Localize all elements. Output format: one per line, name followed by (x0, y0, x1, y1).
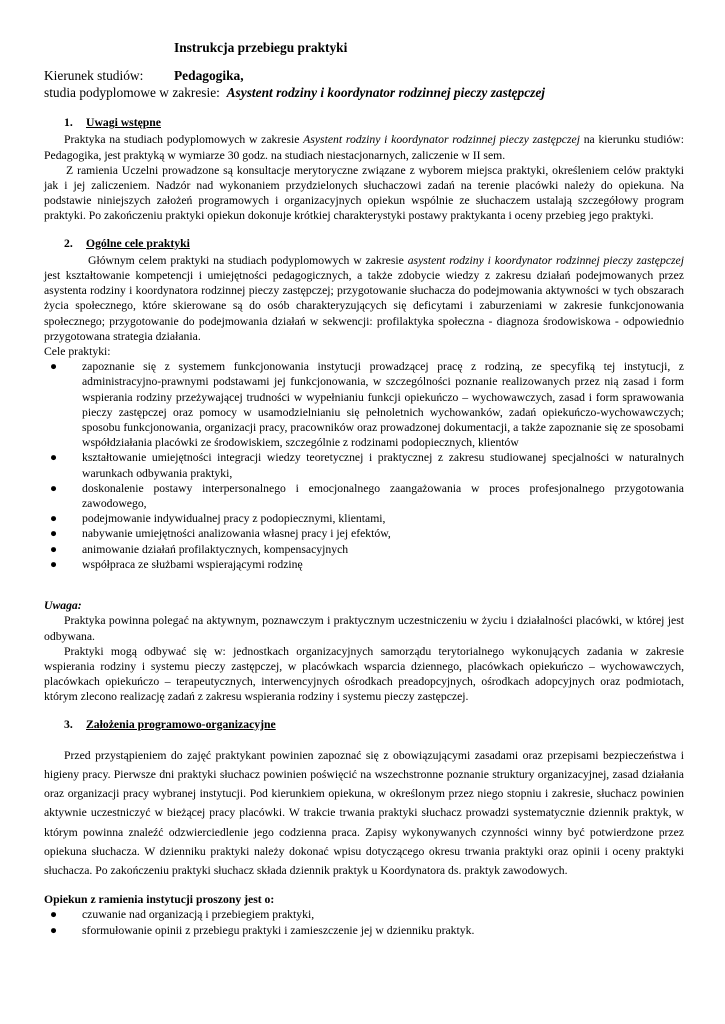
spacer (44, 572, 684, 598)
studia-line (44, 84, 684, 101)
uwaga-paragraph-2: Praktyki mogą odbywać się w: jednostkach organizacyjnych samorządu terytorialnego wykonujących zadania w zakresie wspierania rodziny i systemu pieczy zastępczej, w placówkach wsparcia dziennego, placówkach opiekuńczo – wychowawczych, placówkach opiekuńczo – terapeutycznych, interwencyjnych ośrodkach preadopcyjnych, ośrodkach adopcyjnych oraz podmiotach, którym zlecono realizację zadań z zakresu wspierania rodziny i systemu pieczy zastępczej. (44, 644, 684, 704)
italic-run: Asystent rodziny i koordynator rodzinnej pieczy zastępczej (303, 133, 580, 147)
section1-paragraph-2: Z ramienia Uczelni prowadzone są konsultacje merytoryczne związane z wyborem miejsca praktyki, określeniem celów praktyki jak i jej zaliczeniem. Nadzór nad wykonaniem przydzielonych słuchaczowi zadań na terenie placówki należy do opiekuna. Na podstawie niniejszych założeń programowych i organizacyjnych opiekun wspólnie ze słuchaczem ustalają szczegółowy program praktyki. Po zakończeniu praktyki opiekun dokonuje krótkiej charakterystyki postawy praktykanta i oceny przebieg jego praktyki. (44, 163, 684, 223)
text-run: Głównym celem praktyki na studiach podyplomowych w zakresie (88, 253, 408, 267)
spacer (44, 734, 684, 746)
bullet-icon: ● (50, 451, 58, 465)
list-item (44, 511, 684, 526)
list-item-text: czuwanie nad organizacją i przebiegiem praktyki, (82, 908, 315, 922)
list-item (44, 557, 684, 572)
list-item-text: doskonalenie postawy interpersonalnego i emocjonalnego zaangażowania w proces profesjonalnego przygotowania zawodowego, (82, 481, 684, 511)
section2-heading (64, 236, 684, 251)
bullet-icon: ● (50, 557, 58, 571)
list-item (44, 481, 684, 511)
list-item-text: animowanie działań profilaktycznych, kompensacyjnych (82, 542, 349, 556)
bullet-icon: ● (50, 923, 58, 937)
list-item-text: sformułowanie opinii z przebiegu praktyki i zamieszczenie jej w dzienniku praktyk. (82, 923, 475, 937)
uwaga-paragraph-1: Praktyka powinna polegać na aktywnym, poznawczym i praktycznym uczestniczeniu w życiu i działalności placówki, w której jest odbywana. (44, 614, 684, 643)
studia-value: Asystent rodziny i koordynator rodzinnej pieczy zastępczej (226, 85, 546, 101)
kierunek-line (44, 67, 684, 84)
document-title: Instrukcja przebiegu praktyki (174, 40, 348, 55)
bullet-icon: ● (50, 512, 58, 526)
section3-paragraph-1: Przed przystąpieniem do zajęć praktykant powinien zapoznać się z obowiązującymi zasadami oraz przepisami bezpieczeństwa i higieny pracy. Pierwsze dni praktyki słuchacz powinien poświęcić na wszechstronne poznanie struktury organizacyjnej, zasad działania oraz organizacji pracy wybranej instytucji. Pod kierunkiem opiekuna, w określonym przez niego stopniu i zakresie, słuchacz powinien aktywnie uczestniczyć w bieżącej pracy placówki. W trakcie trwania praktyki słuchacz prowadzi systematycznie dziennik praktyk, w którym powinna znaleźć odzwierciedlenie jego codzienna praca. Zapisy wykonywanych czynności winny być potwierdzone przez opiekuna słuchacza. W dzienniku praktyki należy dokonać wpisu dotyczącego okresu trwania praktyki oraz opinii i oceny praktyki słuchacza. Po zakończeniu praktyki słuchacz składa dziennik praktyk u Koordynatora ds. praktyk zawodowych. (44, 748, 684, 877)
cele-list (44, 359, 684, 572)
bullet-icon: ● (50, 542, 58, 556)
opiekun-heading: Opiekun z ramienia instytucji proszony jest o: (44, 893, 275, 907)
bullet-icon: ● (50, 360, 58, 374)
list-item-text: podejmowanie indywidualnej pracy z podopiecznymi, klientami, (82, 512, 386, 526)
kierunek-value: Pedagogika, (174, 68, 244, 84)
list-item (44, 923, 684, 938)
list-item (44, 450, 684, 480)
section2-title: Ogólne cele praktyki (86, 236, 190, 250)
opiekun-list (44, 907, 684, 937)
section1-number: 1. (64, 116, 73, 130)
section3-heading (64, 717, 684, 732)
bullet-icon: ● (50, 527, 58, 541)
text-run: jest kształtowanie kompetencji i umiejętności pedagogicznych, a także zdobycie wiedzy z zakresu działań podejmowanych przez asystenta rodziny i koordynatora rodzinnej pieczy zastępczej; przygotowanie słuchacza do podejmowania aktywności w tych obszarach życia społecznego, które skierowane są do osób charakteryzujących się deficytami i zaburzeniami w zakresie funkcjonowania społecznego; przygotowanie do podejmowania działań w sekwencji: profilaktyka społeczna - diagnoza środowiskowa - odpowiednio przygotowana strategia działania. (44, 269, 684, 343)
section3-number: 3. (64, 717, 73, 731)
list-item-text: współpraca ze służbami wspierającymi rodzinę (82, 557, 303, 571)
list-item (44, 542, 684, 557)
kierunek-label: Kierunek studiów: (44, 68, 144, 84)
bullet-icon: ● (50, 908, 58, 922)
section1-heading (64, 115, 684, 130)
document-page (44, 40, 684, 938)
section1-paragraph-1 (44, 132, 684, 162)
section1-title: Uwagi wstępne (86, 116, 161, 130)
section3-body (44, 746, 684, 880)
text-run: Praktyka na studiach podyplomowych w zakresie (64, 133, 304, 147)
list-item-text: kształtowanie umiejętności integracji wiedzy teoretycznej i praktycznej z zakresu studiowanej specjalności w naturalnych warunkach odbywania praktyki, (82, 451, 684, 480)
section3-title: Założenia programowo-organizacyjne (86, 717, 276, 731)
uwaga-label: Uwaga: (44, 599, 82, 613)
list-item-text: nabywanie umiejętności analizowania własnej pracy i jej efektów, (82, 527, 391, 541)
italic-run: asystent rodziny i koordynator rodzinnej pieczy zastępczej (407, 253, 684, 267)
list-item (44, 359, 684, 450)
list-item (44, 526, 684, 541)
section2-number: 2. (64, 236, 73, 250)
section2-paragraph-1 (44, 253, 684, 344)
studia-label: studia podyplomowe w zakresie: (44, 85, 220, 101)
bullet-icon: ● (50, 481, 58, 495)
spacer (44, 880, 684, 892)
text-run: na kierunku studiów: Pedagogika, jest praktyką w wymiarze 30 godz. na studiach niestacjonarnych, zaliczenie w II sem. (44, 133, 684, 162)
spacer (44, 705, 684, 717)
spacer (44, 224, 684, 236)
list-item-text: zapoznanie się z systemem funkcjonowania instytucji prowadzącej pracę z rodziną, ze specyfiką tej instytucji, z administracyjno-prawnymi podstawami jej funkcjonowania, w szczególności poznanie realizowanych przez nią zasad i form wspierania rodziny przeżywającej trudności w wypełnianiu funkcji opiekuńczo – wychowawczych, zasad i form sprawowania pieczy zastępczej oraz pomocy w usamodzielnianiu się pełnoletnich wychowanków, zadań opiekuńczo-wychowawczych; sposobu funkcjonowania, organizacji pracy, pracowników oraz prowadzonej dokumentacji, a także zapoznanie się ze sposobami współdziałania placówki ze środowiskiem, szczególnie z rodzinami podopiecznych, klientów (82, 360, 684, 450)
list-item (44, 907, 684, 922)
cele-label: Cele praktyki: (44, 345, 111, 359)
